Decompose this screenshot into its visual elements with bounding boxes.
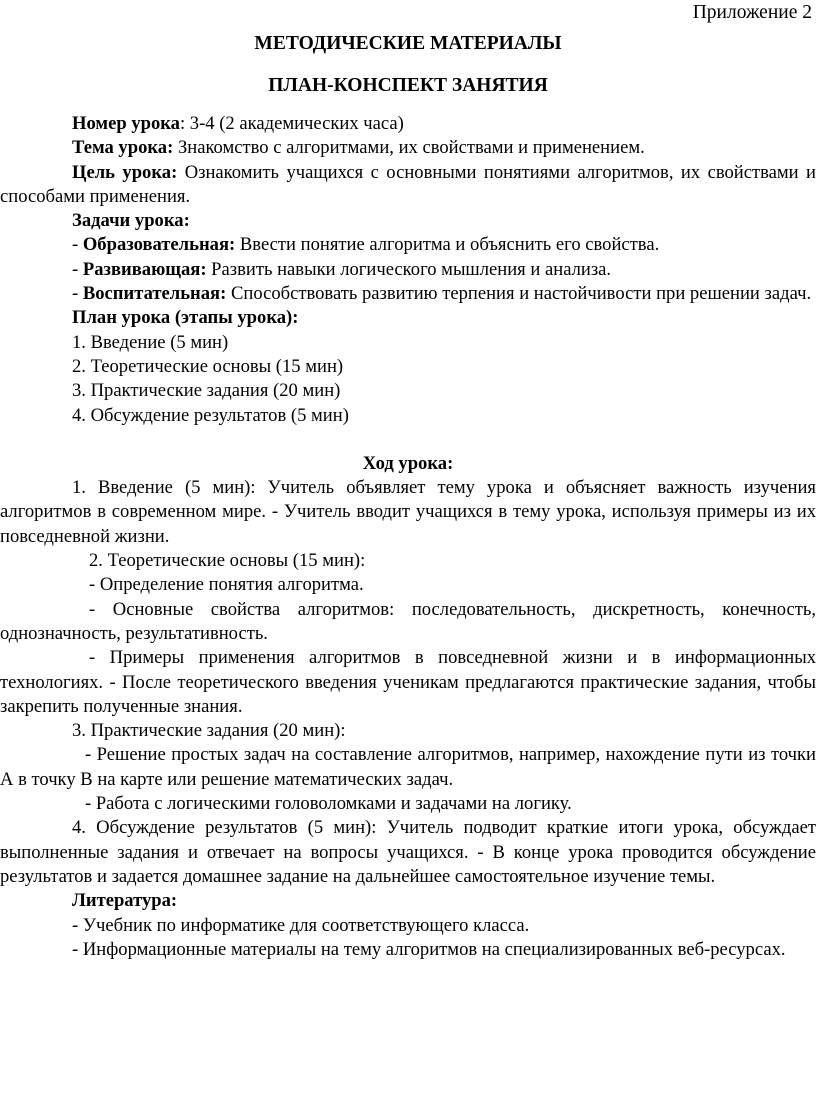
progress-paragraph: - Примеры применения алгоритмов в повседневной жизни и в информационных технологиях. - После теоретического введения ученикам предлагаются практические задания, чтобы закрепить полученные знания. xyxy=(0,647,816,717)
lesson-topic-label: Тема урока: xyxy=(72,137,174,159)
task-text: Ввести понятие алгоритма и объяснить его свойства. xyxy=(235,234,660,256)
document-subtitle: ПЛАН-КОНСПЕКТ ЗАНЯТИЯ xyxy=(268,75,548,96)
task-prefix: - xyxy=(72,283,83,305)
document-body xyxy=(0,112,816,962)
lesson-number-value: : 3-4 (2 академических часа) xyxy=(179,113,404,134)
task-item xyxy=(0,258,816,282)
lesson-number xyxy=(0,112,816,136)
lesson-topic-value: Знакомство с алгоритмами, их свойствами и применением. xyxy=(173,137,645,159)
plan-heading xyxy=(0,306,816,330)
progress-paragraph: 4. Обсуждение результатов (5 мин): Учитель подводит краткие итоги урока, обсуждает выполненные задания и отвечает на вопросы учащихся. - В конце урока проводится обсуждение результатов и задается домашнее задание на дальнейшее самостоятельное изучение темы. xyxy=(0,817,816,887)
plan-item: 4. Обсуждение результатов (5 мин) xyxy=(72,404,349,426)
progress-paragraph: - Определение понятия алгоритма. xyxy=(89,574,364,596)
literature-heading xyxy=(0,889,816,913)
progress-heading xyxy=(0,452,816,476)
document-title: МЕТОДИЧЕСКИЕ МАТЕРИАЛЫ xyxy=(254,33,562,54)
task-text: Способствовать развитию терпения и настойчивости при решении задач. xyxy=(226,283,812,305)
task-label: Образовательная: xyxy=(82,234,236,256)
lesson-goal-value: Ознакомить учащихся с основными понятиями алгоритмов, их свойствами и способами применения. xyxy=(0,161,816,207)
progress-heading-text: Ход урока: xyxy=(362,452,454,474)
literature-item: - Информационные материалы на тему алгоритмов на специализированных веб-ресурсах. xyxy=(72,938,786,960)
lesson-goal-label: Цель урока: xyxy=(72,161,178,183)
progress-paragraph: - Решение простых задач на составление алгоритмов, например, нахождение пути из точки А в точку В на карте или решение математических задач. xyxy=(0,744,816,790)
task-prefix: - xyxy=(72,258,83,280)
progress-paragraph: 2. Теоретические основы (15 мин): xyxy=(89,550,366,572)
tasks-heading-text: Задачи урока: xyxy=(72,210,190,232)
progress-paragraph: 3. Практические задания (20 мин): xyxy=(72,720,346,742)
task-label: Развивающая: xyxy=(82,258,207,280)
tasks-heading xyxy=(0,209,816,233)
progress-paragraph: - Работа с логическими головоломками и задачами на логику. xyxy=(85,793,572,815)
task-item xyxy=(0,233,816,257)
plan-item: 1. Введение (5 мин) xyxy=(72,331,229,353)
lesson-number-label: Номер урока xyxy=(72,113,180,134)
plan-item: 2. Теоретические основы (15 мин) xyxy=(72,355,344,377)
task-text: Развить навыки логического мышления и анализа. xyxy=(206,258,612,280)
literature-heading-text: Литература: xyxy=(72,890,178,912)
task-item xyxy=(0,282,816,306)
appendix-label: Приложение 2 xyxy=(692,2,812,23)
plan-heading-text: План урока (этапы урока): xyxy=(72,307,299,329)
lesson-topic xyxy=(0,136,816,160)
progress-paragraph: 1. Введение (5 мин): Учитель объявляет тему урока и объясняет важность изучения алгоритмов в современном мире. - Учитель вводит учащихся в тему урока, используя примеры из их повседневной жизни. xyxy=(0,477,816,547)
spacer xyxy=(0,428,816,452)
task-label: Воспитательная: xyxy=(82,283,227,305)
plan-item: 3. Практические задания (20 мин) xyxy=(72,380,341,402)
task-prefix: - xyxy=(72,234,83,256)
literature-item: - Учебник по информатике для соответствующего класса. xyxy=(72,914,530,936)
progress-paragraph: - Основные свойства алгоритмов: последовательность, дискретность, конечность, однозначность, результативность. xyxy=(0,598,816,644)
lesson-goal xyxy=(0,161,816,210)
